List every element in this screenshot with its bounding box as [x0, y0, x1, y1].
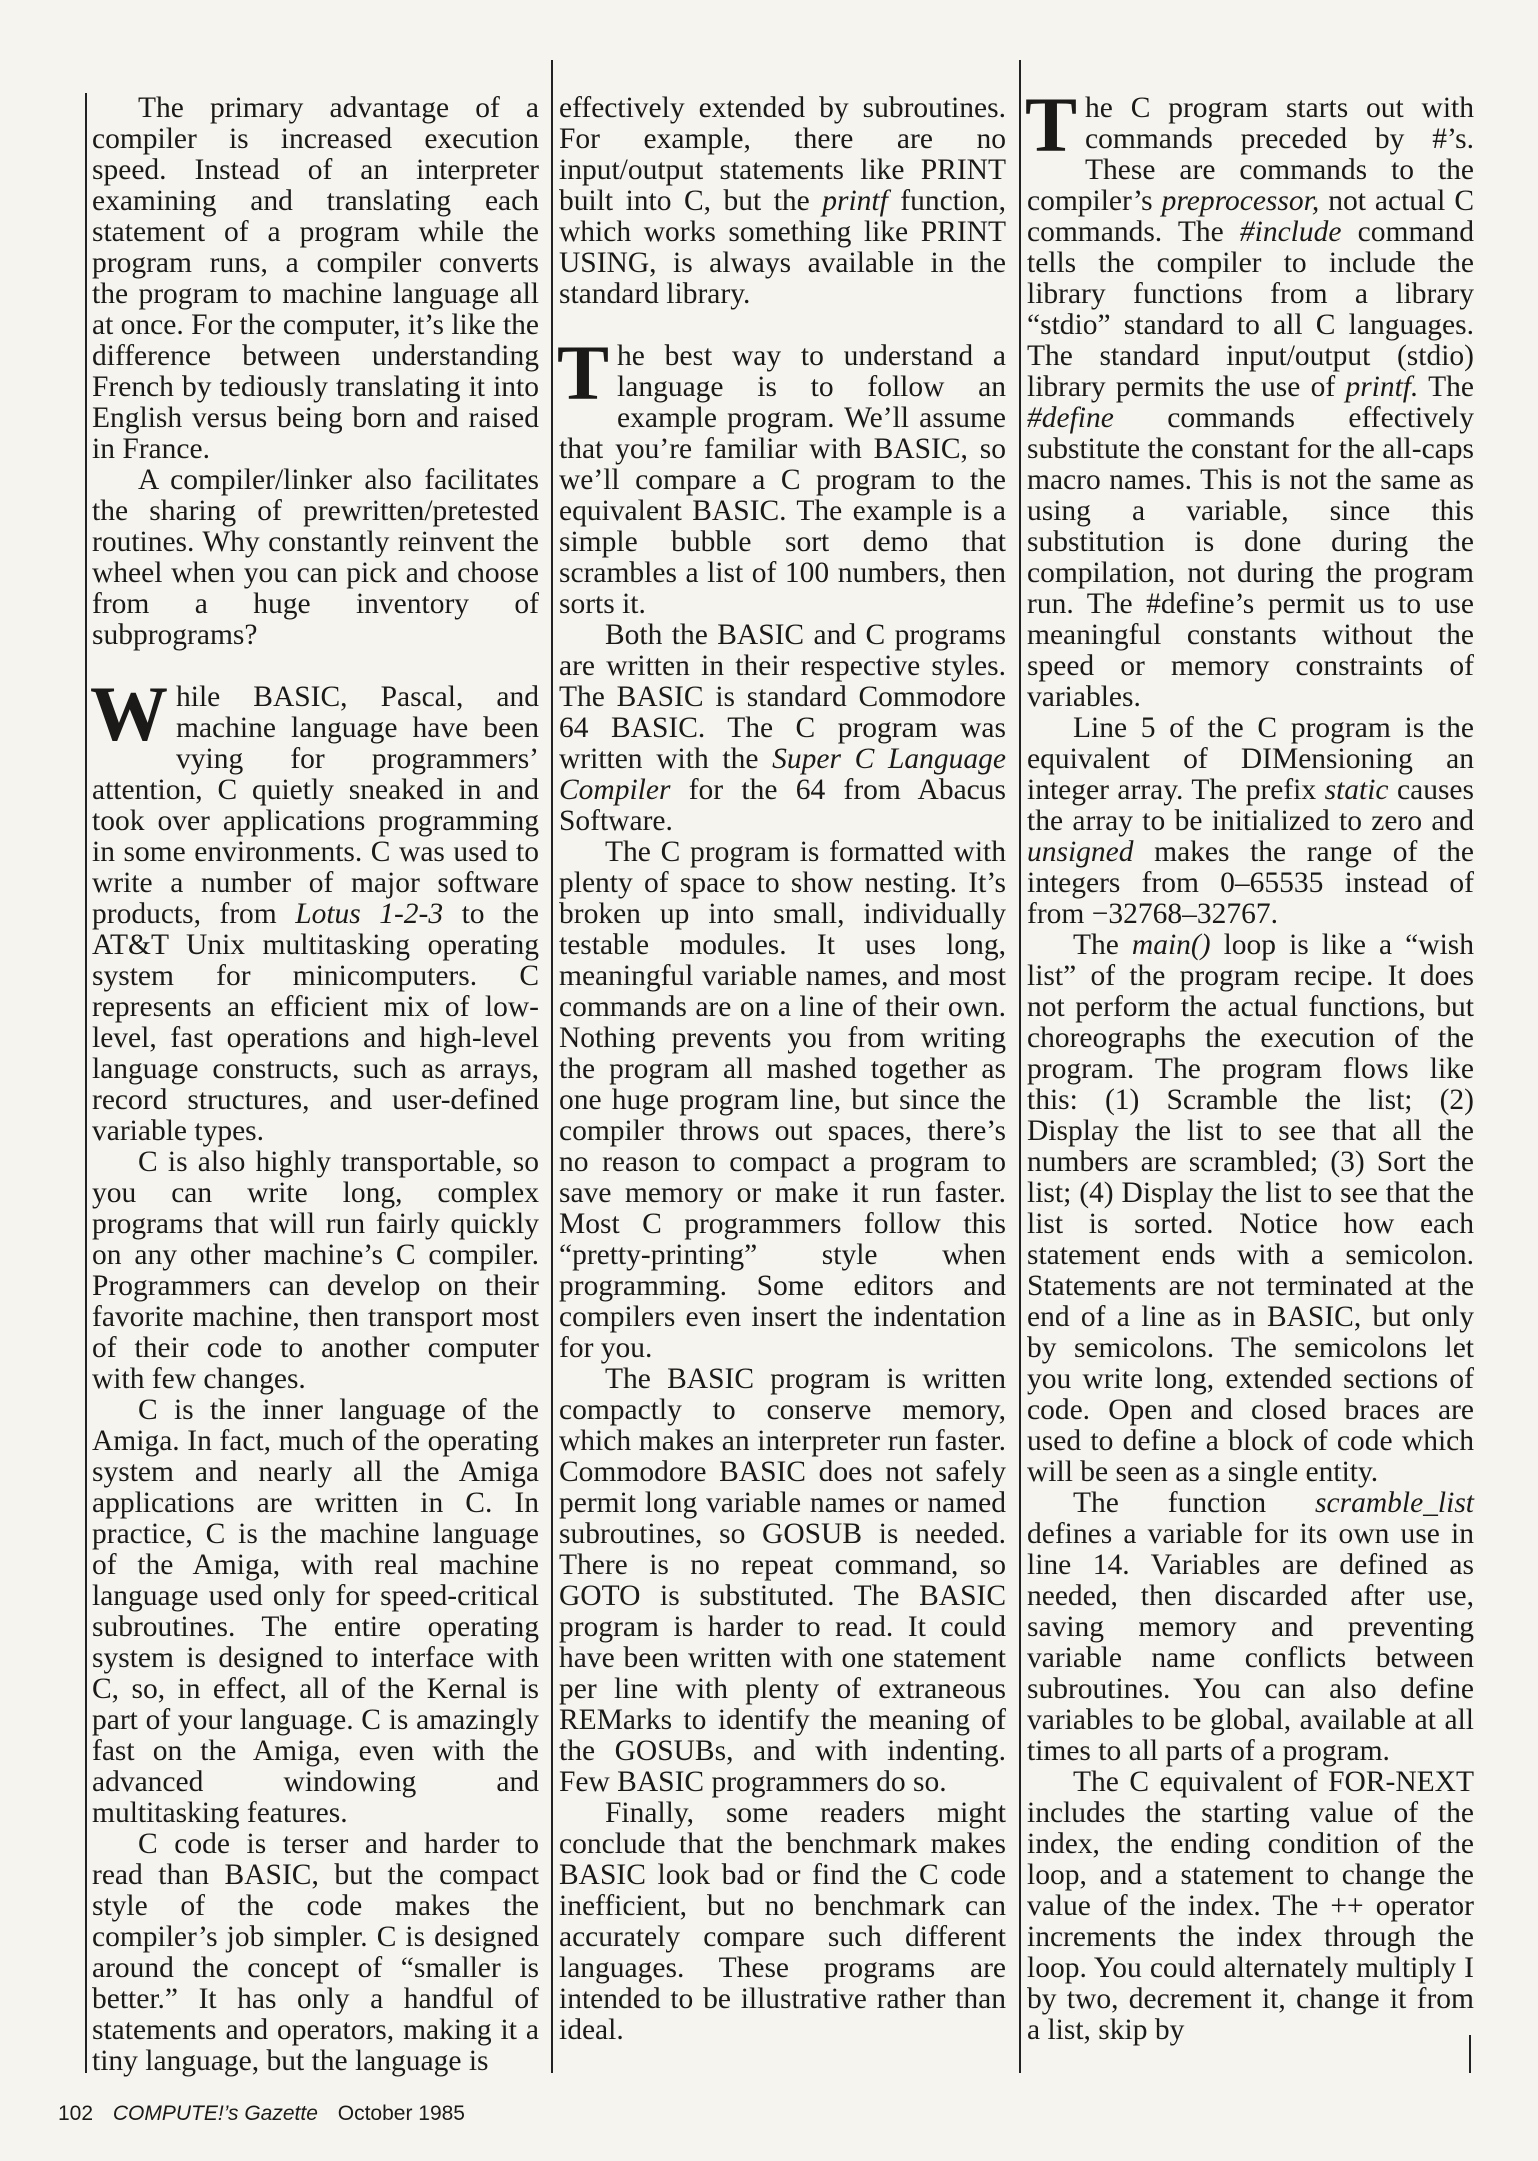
italic-text: #define: [1027, 402, 1114, 434]
article-column-2: [559, 93, 1006, 2046]
article-paragraph: [1027, 1488, 1474, 1767]
italic-text: scramble_list: [1315, 1487, 1474, 1519]
column-rule: [551, 60, 553, 2073]
page-footer: [58, 2101, 479, 2127]
drop-cap: T: [557, 329, 610, 416]
article-paragraph: [1025, 81, 1475, 713]
article-paragraph: [92, 1395, 539, 1829]
text-run: The primary advantage of a compiler is increased execution speed. Instead of an interpreter examining and translating each statement of a program while the program runs, a compiler converts the program to machine language all at once. For the computer, it’s like the difference between understanding French by tediously translating it into English versus being born and raised in France.: [92, 92, 539, 465]
article-paragraph: [559, 93, 1006, 310]
text-run: command tells the compiler to include the library functions from a library “stdio” standard to all C languages. The standard input/output (stdio) library permits the use of: [1027, 216, 1474, 403]
article-column-1: [92, 93, 539, 2077]
text-run: not actual C commands. The: [1027, 185, 1475, 248]
text-run: function, which works something like PRINT USING, is always available in the standard library.: [559, 185, 1006, 310]
italic-text: #include: [1239, 216, 1342, 248]
italic-text: printf: [822, 185, 888, 217]
article-paragraph: [92, 465, 539, 651]
text-run: loop is like a “wish list” of the program recipe. It does not perform the actual functions, but choreographs the execution of the program. The program flows like this: (1) Scramble the list; (2) Display the list to see that all the numbers are scrambled; (3) Sort the list; (4) Display the list to see that the list is sorted. Notice how each statement ends with a semicolon. Statements are not terminated at the end of a line as in BASIC, but only by semicolons. The semicolons let you write long, extended sections of code. Open and closed braces are used to define a block of code which will be seen as a single entity.: [1027, 929, 1474, 1488]
article-column-3: [1025, 81, 1475, 2046]
article-paragraph: [557, 329, 1006, 620]
text-run: makes the range of the integers from 0–65535 instead of from −32768–32767.: [1027, 836, 1474, 930]
italic-text: preprocessor,: [1161, 185, 1320, 217]
article-paragraph: [559, 1364, 1006, 1798]
text-run: The C program is formatted with plenty of space to show nesting. It’s broken up into small, individually testable modules. It uses long, meaningful variable names, and most commands are on a line of their own. Nothing prevents you from writing the program all mashed together as one huge program line, but since the compiler throws out spaces, there’s no reason to compact a program to save memory or make it run faster. Most C programmers follow this “pretty-printing” style when programming. Some editors and compilers even insert the indentation for you.: [559, 836, 1006, 1364]
column-rule: [1019, 60, 1021, 2073]
drop-cap: T: [1025, 81, 1078, 168]
text-run: Finally, some readers might conclude that the benchmark makes BASIC look bad or find the C code inefficient, but no benchmark can accurately compare such different languages. These programs are intended to be illustrative rather than ideal.: [559, 1797, 1006, 2046]
article-paragraph: [559, 620, 1006, 837]
text-run: The C equivalent of FOR-NEXT includes the starting value of the index, the ending condition of the loop, and a statement to change the value of the index. The ++ operator increments the index through the loop. You could alternately multiply I by two, decrement it, change it from a list, skip by: [1027, 1766, 1474, 2046]
text-run: A compiler/linker also facilitates the sharing of prewritten/pretested routines. Why constantly reinvent the wheel when you can pick and choose from a huge inventory of subprograms?: [92, 464, 539, 651]
italic-text: Lotus 1-2-3: [295, 898, 444, 930]
italic-text: printf.: [1345, 371, 1419, 403]
drop-cap: W: [90, 670, 168, 757]
article-paragraph: [1027, 713, 1474, 930]
text-run: commands effectively substitute the constant for the all-caps macro names. This is not the same as using a variable, since this substitution is done during the compilation, not during the program run. The #define’s permit us to use meaningful constants without the speed or memory constraints of variables.: [1027, 402, 1474, 713]
text-run: C code is terser and harder to read than BASIC, but the compact style of the code makes the compiler’s job simpler. C is designed around the concept of “smaller is better.” It has only a handful of statements and operators, making it a tiny language, but the language is: [92, 1828, 539, 2077]
article-paragraph: [559, 837, 1006, 1364]
text-run: The function: [1073, 1487, 1316, 1519]
italic-text: unsigned: [1027, 836, 1134, 868]
magazine-title: COMPUTE!’s Gazette: [112, 2102, 318, 2125]
italic-text: main(): [1131, 929, 1211, 961]
text-run: for the 64 from Abacus Software.: [559, 774, 1006, 837]
column-rule: [85, 93, 87, 2073]
text-run: C is also highly transportable, so you can write long, complex programs that will run fairly quickly on any other machine’s C compiler. Programmers can develop on their favorite machine, then transport most of their code to another computer with few changes.: [92, 1146, 539, 1395]
italic-text: static: [1324, 774, 1389, 806]
text-run: Line 5 of the C program is the equivalent of DIMensioning an integer array. The prefix: [1027, 712, 1474, 806]
issue-date: October 1985: [337, 2102, 465, 2125]
article-paragraph: [92, 93, 539, 465]
text-run: Both the BASIC and C programs are written in their respective styles. The BASIC is standard Commodore 64 BASIC. The C program was written with the: [559, 619, 1006, 775]
text-run: The: [1073, 929, 1132, 961]
article-paragraph: [1027, 1767, 1474, 2046]
article-paragraph: [92, 1829, 539, 2077]
text-run: he C program starts out with commands preceded by #’s. These are commands to the compiler’s: [1027, 92, 1474, 217]
italic-text: Super C Language Compiler: [559, 743, 1007, 806]
article-paragraph: [90, 670, 539, 1147]
text-run: The: [1418, 371, 1474, 403]
text-run: hile BASIC, Pascal, and machine language have been vying for programmers’ attention, C quietly sneaked in and took over applications programming in some environments. C was used to write a number of major software products, from: [92, 681, 539, 930]
text-run: C is the inner language of the Amiga. In fact, much of the operating system and nearly all the Amiga applications are written in C. In practice, C is the machine language of the Amiga, with real machine language used only for speed-critical subroutines. The entire operating system is designed to interface with C, so, in effect, all of the Kernal is part of your language. C is amazingly fast on the Amiga, even with the advanced windowing and multitasking features.: [92, 1394, 539, 1829]
text-run: causes the array to be initialized to zero and: [1027, 774, 1474, 837]
article-paragraph: [1027, 930, 1474, 1488]
text-run: he best way to understand a language is to follow an example program. We’ll assume that you’re familiar with BASIC, so we’ll compare a C program to the equivalent BASIC. The example is a simple bubble sort demo that scrambles a list of 100 numbers, then sorts it.: [559, 340, 1006, 620]
page-number: 102: [58, 2102, 94, 2125]
text-run: The BASIC program is written compactly to conserve memory, which makes an interpreter run faster. Commodore BASIC does not safely permit long variable names or named subroutines, so GOSUB is needed. There is no repeat command, so GOTO is substituted. The BASIC program is harder to read. It could have been written with one statement per line with plenty of extraneous REMarks to identify the meaning of the GOSUBs, and with indenting. Few BASIC programmers do so.: [559, 1363, 1006, 1798]
text-run: effectively extended by subroutines. For example, there are no input/output statements like PRINT built into C, but the: [559, 92, 1006, 217]
article-paragraph: [559, 1798, 1006, 2046]
article-paragraph: [92, 1147, 539, 1395]
text-run: to the AT&T Unix multitasking operating system for minicomputers. C represents an efficient mix of low-level, fast operations and high-level language constructs, such as arrays, record structures, and user-defined variable types.: [92, 898, 539, 1147]
text-run: defines a variable for its own use in line 14. Variables are defined as needed, then discarded after use, saving memory and preventing variable name conflicts between subroutines. You can also define variables to be global, available at all times to all parts of a program.: [1027, 1518, 1474, 1767]
